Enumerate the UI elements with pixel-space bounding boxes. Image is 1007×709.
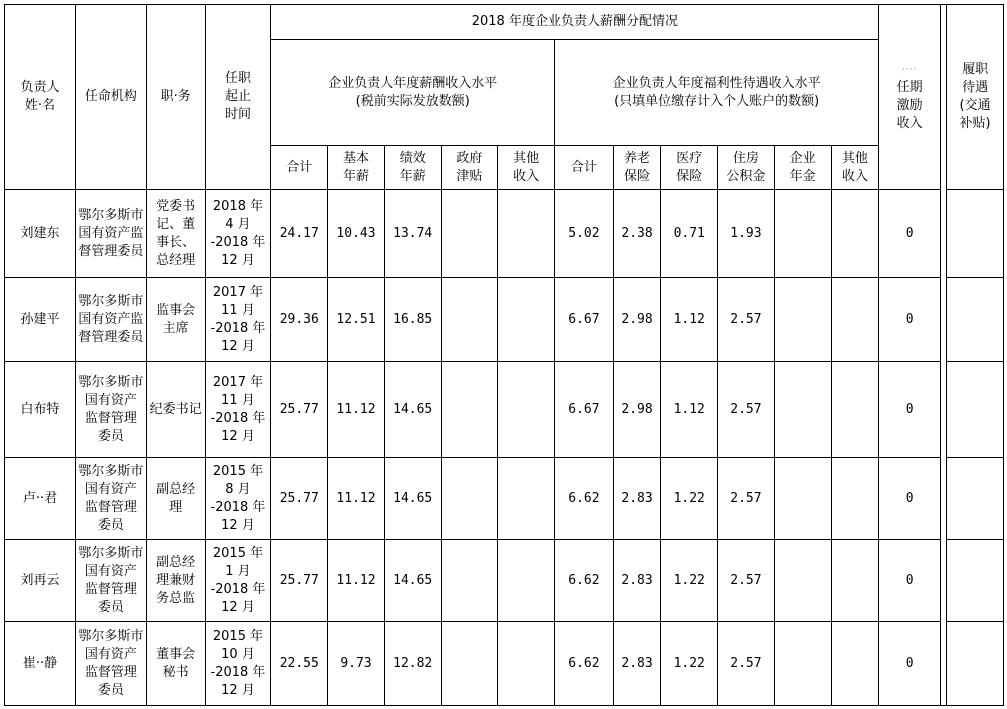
row-welfare-cell: 5.02: [555, 190, 614, 278]
row-incentive: 0: [879, 540, 941, 622]
row-welfare-cell: 1.93: [718, 190, 775, 278]
row-welfare-cell: 1.12: [661, 278, 718, 362]
header-welfare-col: 合计: [555, 146, 614, 190]
table-row: [5, 190, 1004, 278]
row-term: 2018 年 4 月 -2018 年 12 月: [205, 190, 271, 278]
table-row: [5, 362, 1004, 458]
row-name: 卢··君: [5, 458, 76, 540]
row-name: 崔··静: [5, 622, 76, 706]
row-welfare-cell: 6.62: [555, 540, 614, 622]
row-salary-cell: [441, 458, 498, 540]
row-salary-cell: [498, 622, 555, 706]
row-welfare-cell: 1.22: [661, 622, 718, 706]
table-row: [5, 540, 1004, 622]
row-salary-cell: 22.55: [271, 622, 328, 706]
row-salary-cell: 14.65: [384, 362, 441, 458]
row-salary-cell: 12.51: [328, 278, 385, 362]
row-welfare-cell: [774, 540, 831, 622]
row-salary-cell: [498, 190, 555, 278]
row-salary-cell: [498, 540, 555, 622]
row-salary-cell: 12.82: [384, 622, 441, 706]
row-salary-cell: 25.77: [271, 362, 328, 458]
header-term: 任职 起止 时间: [205, 5, 271, 190]
row-welfare-cell: 0.71: [661, 190, 718, 278]
row-salary-cell: 11.12: [328, 540, 385, 622]
row-position: 纪委书记: [146, 362, 205, 458]
row-salary-cell: [441, 190, 498, 278]
header-welfare-col: 医疗 保险: [661, 146, 718, 190]
row-salary-cell: [498, 362, 555, 458]
row-name: 刘建东: [5, 190, 76, 278]
row-welfare-cell: 2.98: [613, 362, 661, 458]
header-welfare-col: 养老 保险: [613, 146, 661, 190]
row-welfare-cell: 6.62: [555, 458, 614, 540]
row-duty: [947, 540, 1004, 622]
row-welfare-cell: 2.57: [718, 458, 775, 540]
header-salary-col: 基本 年薪: [328, 146, 385, 190]
row-org: 鄂尔多斯市 国有资产监 督管理委员: [75, 190, 146, 278]
row-welfare-cell: 2.83: [613, 622, 661, 706]
row-welfare-cell: 2.57: [718, 622, 775, 706]
row-duty: [947, 190, 1004, 278]
row-incentive: 0: [879, 458, 941, 540]
row-duty: [947, 362, 1004, 458]
row-term: 2017 年 11 月 -2018 年 12 月: [205, 362, 271, 458]
row-salary-cell: 9.73: [328, 622, 385, 706]
header-incentive-cell: [879, 5, 941, 190]
row-salary-cell: [441, 362, 498, 458]
row-salary-cell: 14.65: [384, 458, 441, 540]
row-org: 鄂尔多斯市 国有资产 监督管理 委员: [75, 540, 146, 622]
row-welfare-cell: [774, 458, 831, 540]
row-org: 鄂尔多斯市 国有资产 监督管理 委员: [75, 458, 146, 540]
header-org: 任命机构: [75, 5, 146, 190]
row-welfare-cell: [774, 190, 831, 278]
row-term: 2015 年 1 月 -2018 年 12 月: [205, 540, 271, 622]
row-welfare-cell: [831, 458, 879, 540]
row-term: 2017 年 11 月 -2018 年 12 月: [205, 278, 271, 362]
header-position: 职·务: [146, 5, 205, 190]
row-salary-cell: 16.85: [384, 278, 441, 362]
row-welfare-cell: [774, 622, 831, 706]
row-welfare-cell: 2.98: [613, 278, 661, 362]
header-welfare-col: 企业 年金: [774, 146, 831, 190]
row-duty: [947, 622, 1004, 706]
row-welfare-cell: [774, 362, 831, 458]
row-welfare-cell: 6.67: [555, 362, 614, 458]
row-position: 副总经 理兼财 务总监: [146, 540, 205, 622]
row-duty: [947, 458, 1004, 540]
row-incentive: 0: [879, 190, 941, 278]
header-welfare-col: 其他 收入: [831, 146, 879, 190]
row-position: 党委书 记、董 事长、 总经理: [146, 190, 205, 278]
row-salary-cell: 29.36: [271, 278, 328, 362]
header-salary-col: 政府 津贴: [441, 146, 498, 190]
table-row: [5, 458, 1004, 540]
row-incentive: 0: [879, 622, 941, 706]
row-incentive: 0: [879, 362, 941, 458]
row-salary-cell: [441, 540, 498, 622]
header-incentive: 任期 激励 收入: [896, 80, 923, 131]
salary-table: [4, 4, 1004, 706]
header-incentive-dots: ····: [901, 65, 918, 75]
header-salary-col: 合计: [271, 146, 328, 190]
row-welfare-cell: 2.57: [718, 362, 775, 458]
row-welfare-cell: 2.38: [613, 190, 661, 278]
row-salary-cell: 25.77: [271, 540, 328, 622]
row-org: 鄂尔多斯市 国有资产监 督管理委员: [75, 278, 146, 362]
header-salary-col: 其他 收入: [498, 146, 555, 190]
row-welfare-cell: 2.83: [613, 540, 661, 622]
row-welfare-cell: [831, 362, 879, 458]
row-welfare-cell: [831, 190, 879, 278]
row-duty: [947, 278, 1004, 362]
table-title: 2018 年度企业负责人薪酬分配情况: [271, 5, 879, 40]
row-welfare-cell: 2.57: [718, 540, 775, 622]
header-name: 负责人 姓·名: [5, 5, 76, 190]
row-welfare-cell: 6.62: [555, 622, 614, 706]
row-term: 2015 年 10 月 -2018 年 12 月: [205, 622, 271, 706]
header-salary-group: 企业负责人年度薪酬收入水平 (税前实际发放数额): [271, 40, 555, 146]
row-salary-cell: 25.77: [271, 458, 328, 540]
header-duty: 履职 待遇 (交通 补贴): [947, 5, 1004, 190]
row-position: 董事会 秘书: [146, 622, 205, 706]
row-name: 刘再云: [5, 540, 76, 622]
table-row: [5, 622, 1004, 706]
row-salary-cell: [441, 278, 498, 362]
row-org: 鄂尔多斯市 国有资产 监督管理 委员: [75, 362, 146, 458]
row-salary-cell: 11.12: [328, 458, 385, 540]
row-salary-cell: 24.17: [271, 190, 328, 278]
row-welfare-cell: 1.12: [661, 362, 718, 458]
row-name: 孙建平: [5, 278, 76, 362]
row-salary-cell: 10.43: [328, 190, 385, 278]
row-term: 2015 年 8 月 -2018 年 12 月: [205, 458, 271, 540]
header-salary-col: 绩效 年薪: [384, 146, 441, 190]
row-welfare-cell: 6.67: [555, 278, 614, 362]
row-salary-cell: 11.12: [328, 362, 385, 458]
row-salary-cell: 14.65: [384, 540, 441, 622]
row-welfare-cell: 2.83: [613, 458, 661, 540]
row-org: 鄂尔多斯市 国有资产 监督管理 委员: [75, 622, 146, 706]
row-position: 监事会 主席: [146, 278, 205, 362]
row-welfare-cell: 1.22: [661, 540, 718, 622]
row-salary-cell: [441, 622, 498, 706]
table-row: [5, 278, 1004, 362]
row-salary-cell: [498, 458, 555, 540]
row-welfare-cell: [831, 622, 879, 706]
row-position: 副总经 理: [146, 458, 205, 540]
row-salary-cell: [498, 278, 555, 362]
header-welfare-col: 住房 公积金: [718, 146, 775, 190]
row-welfare-cell: [831, 540, 879, 622]
row-name: 白布特: [5, 362, 76, 458]
row-welfare-cell: 1.22: [661, 458, 718, 540]
row-incentive: 0: [879, 278, 941, 362]
row-welfare-cell: 2.57: [718, 278, 775, 362]
row-salary-cell: 13.74: [384, 190, 441, 278]
row-welfare-cell: [831, 278, 879, 362]
row-welfare-cell: [774, 278, 831, 362]
header-welfare-group: 企业负责人年度福利性待遇收入水平 (只填单位缴存计入个人账户的数额): [555, 40, 879, 146]
